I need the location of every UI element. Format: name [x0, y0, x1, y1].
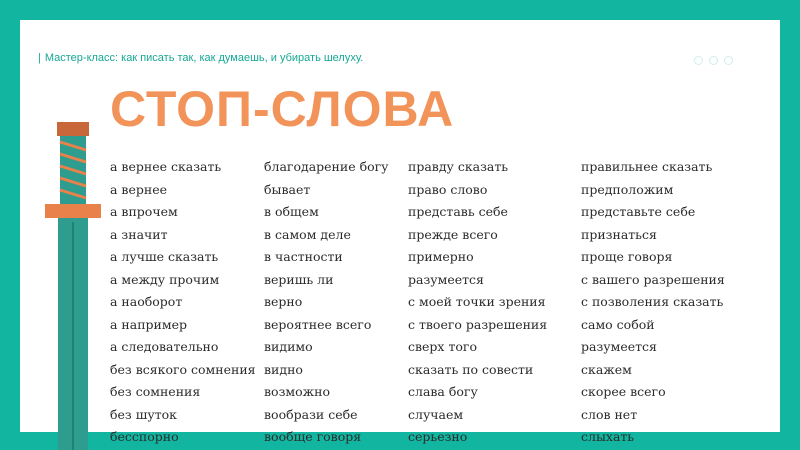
stop-word: без шуток [110, 406, 177, 422]
stop-word: в частности [264, 249, 343, 264]
stop-word: сказать по совести [408, 361, 534, 377]
word-column-2 [264, 156, 389, 449]
stop-word: в самом деле [264, 226, 351, 242]
stop-word: вообще говоря [264, 429, 362, 444]
stop-word: вероятнее всего [264, 316, 372, 332]
stop-word: серьезно [408, 429, 468, 444]
stop-word: правду сказать [408, 159, 509, 174]
stop-word: право слово [408, 181, 488, 197]
stop-word: а наоборот [110, 294, 183, 309]
stop-word: в общем [264, 204, 319, 219]
slide-subtitle [38, 52, 363, 64]
stop-word: признаться [581, 226, 657, 242]
word-column-3 [408, 156, 547, 449]
sword-icon [40, 118, 110, 450]
word-column-4 [581, 156, 725, 449]
stop-word: возможно [264, 384, 330, 399]
stop-word: веришь ли [264, 271, 334, 287]
stop-word: с вашего разрешения [581, 271, 725, 287]
stop-word: бесспорно [110, 429, 179, 444]
stop-word: прежде всего [408, 226, 498, 242]
stop-word: слава богу [408, 384, 478, 399]
stop-word: вообрази себе [264, 406, 358, 422]
stop-word: примерно [408, 249, 474, 264]
stop-word: а впрочем [110, 204, 178, 219]
stop-word: а вернее [110, 181, 167, 197]
subtitle-text: Мастер-класс: как писать так, как думаешь, и убирать шелуху. [44, 52, 364, 64]
stop-word: разумеется [408, 271, 484, 287]
stop-word: случаем [408, 406, 464, 422]
stop-word: а значит [110, 226, 168, 242]
stop-word: видимо [264, 339, 313, 354]
stop-word: само собой [581, 316, 655, 332]
stop-word: без сомнения [110, 384, 201, 399]
stop-word: а например [110, 316, 187, 332]
stop-word: с моей точки зрения [408, 294, 546, 309]
stop-word: правильнее сказать [581, 159, 713, 174]
stop-word: с твоего разрешения [408, 316, 548, 332]
stop-word: скажем [581, 361, 632, 377]
word-column-1 [110, 156, 256, 449]
dot-icon [724, 56, 733, 65]
stop-word: видно [264, 361, 303, 377]
stop-word: представьте себе [581, 204, 696, 219]
dot-icon [709, 56, 718, 65]
stop-word: представь себе [408, 204, 508, 219]
dot-icon [694, 56, 703, 65]
slide-dots [694, 50, 739, 69]
subtitle-bar: | [38, 52, 41, 64]
stop-word: а между прочим [110, 271, 220, 287]
stop-word: верно [264, 294, 303, 309]
stop-word: а лучше сказать [110, 249, 219, 264]
stop-word: а следовательно [110, 339, 219, 354]
stop-word: без всякого сомнения [110, 361, 256, 377]
stop-word: проще говоря [581, 249, 673, 264]
stop-word: сверх того [408, 339, 477, 354]
stop-word: скорее всего [581, 384, 666, 399]
page-title: СТОП-СЛОВА [110, 81, 455, 137]
stop-word: слов нет [581, 406, 638, 422]
stop-word: бывает [264, 181, 311, 197]
stop-word: предположим [581, 181, 674, 197]
stop-word: с позволения сказать [581, 294, 724, 309]
stop-word: благодарение богу [264, 159, 389, 174]
stop-word: слыхать [581, 429, 635, 444]
stop-word: разумеется [581, 339, 657, 354]
stop-word: а вернее сказать [110, 159, 222, 174]
